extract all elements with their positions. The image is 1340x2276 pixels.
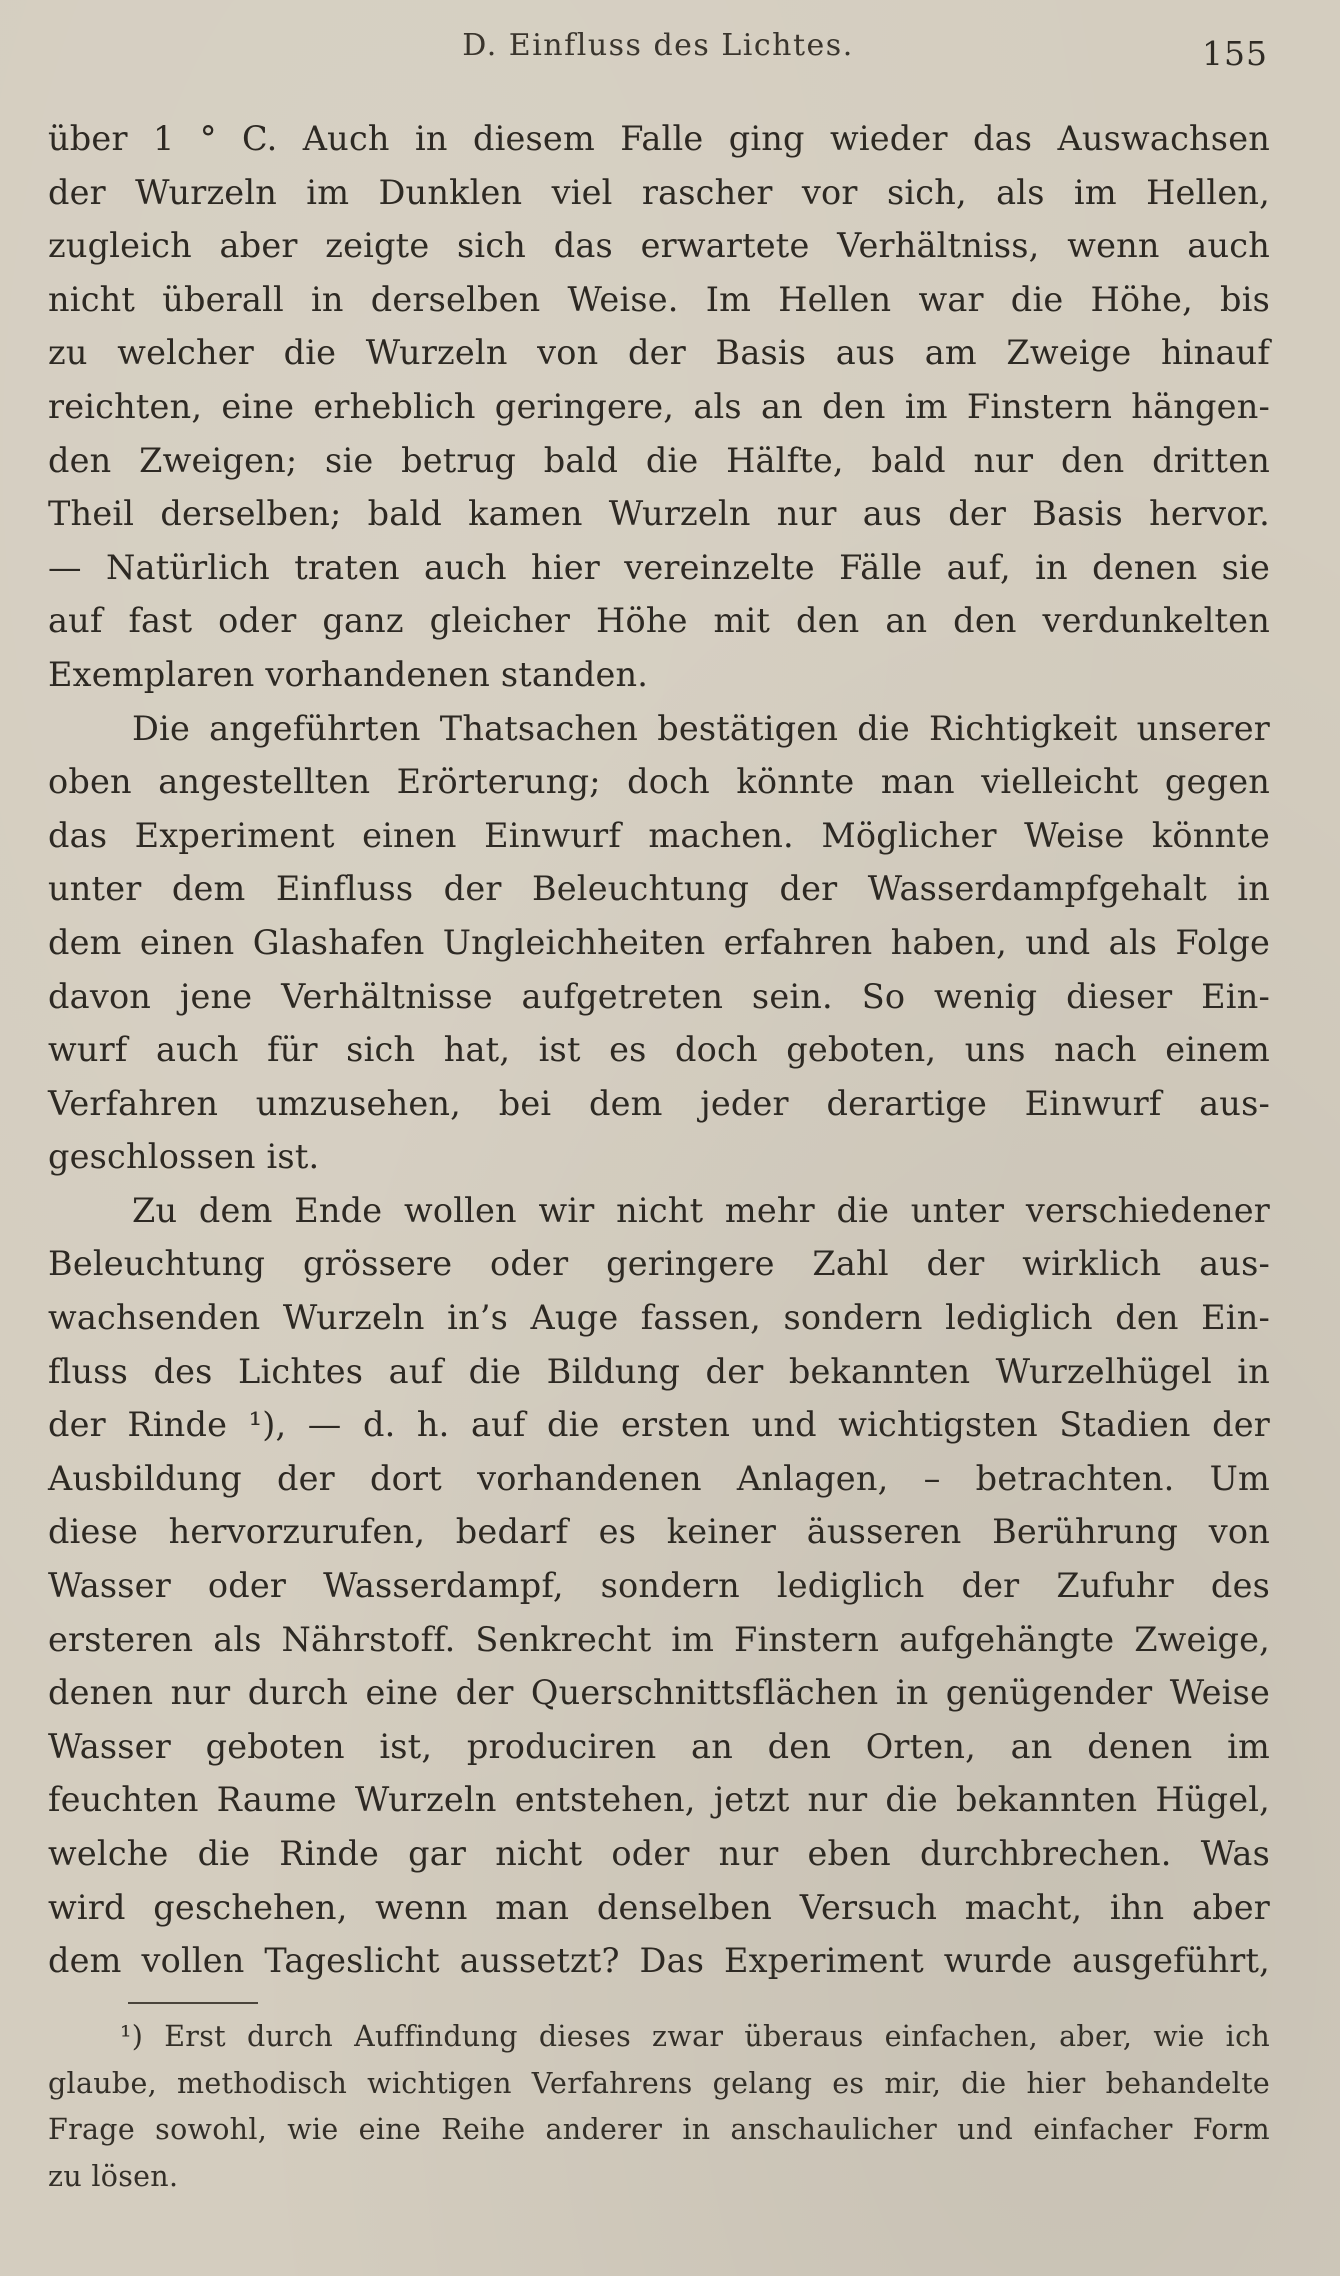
footnote	[48, 2014, 1270, 2200]
text-line: Beleuchtung grössere oder geringere Zahl der wirklich aus-	[48, 1244, 1270, 1284]
text-line: — Natürlich traten auch hier vereinzelte Fälle auf, in denen sie	[48, 547, 1270, 587]
text-line: ersteren als Nährstoff. Senkrecht im Finstern aufgehängte Zweige,	[48, 1619, 1270, 1659]
paragraph-start-line: Die angeführten Thatsachen bestätigen die Richtigkeit unserer	[132, 708, 1270, 748]
text-line: den Zweigen; sie betrug bald die Hälfte, bald nur den dritten	[48, 440, 1270, 480]
text-line: davon jene Verhältnisse aufgetreten sein. So wenig dieser Ein-	[48, 976, 1270, 1016]
text-line: wachsenden Wurzeln in’s Auge fassen, sondern lediglich den Ein-	[48, 1298, 1270, 1338]
text-line: der Rinde ¹), — d. h. auf die ersten und wichtigsten Stadien der	[48, 1405, 1270, 1445]
text-line: der Wurzeln im Dunklen viel rascher vor sich, als im Hellen,	[48, 172, 1270, 212]
text-line: dem vollen Tageslicht aussetzt? Das Experiment wurde ausgeführt,	[48, 1941, 1270, 1981]
running-header	[48, 24, 1268, 80]
text-line: Theil derselben; bald kamen Wurzeln nur aus der Basis hervor.	[48, 494, 1270, 534]
text-line: zu welcher die Wurzeln von der Basis aus am Zweige hinauf	[48, 333, 1270, 373]
text-line: das Experiment einen Einwurf machen. Möglicher Weise könnte	[48, 815, 1270, 855]
text-line: unter dem Einfluss der Beleuchtung der Wasserdampfgehalt in	[48, 869, 1270, 909]
text-line: feuchten Raume Wurzeln entstehen, jetzt nur die bekannten Hügel,	[48, 1780, 1270, 1820]
text-line: fluss des Lichtes auf die Bildung der bekannten Wurzelhügel in	[48, 1351, 1270, 1391]
footnote-line: glaube, methodisch wichtigen Verfahrens gelang es mir, die hier behandelte	[48, 2066, 1270, 2100]
text-line: Wasser oder Wasserdampf, sondern lediglich der Zufuhr des	[48, 1566, 1270, 1606]
footnote-line: ¹) Erst durch Auffindung dieses zwar überaus einfachen, aber, wie ich	[120, 2020, 1270, 2053]
main-text	[48, 112, 1270, 1988]
text-line: oben angestellten Erörterung; doch könnte man vielleicht gegen	[48, 762, 1270, 802]
text-line: auf fast oder ganz gleicher Höhe mit den an den verdunkelten	[48, 601, 1270, 641]
text-line: nicht überall in derselben Weise. Im Hellen war die Höhe, bis	[48, 279, 1270, 319]
text-line: welche die Rinde gar nicht oder nur eben durchbrechen. Was	[48, 1834, 1270, 1873]
text-line: reichten, eine erheblich geringere, als an den im Finstern hängen-	[48, 386, 1270, 426]
footnote-rule	[128, 2002, 258, 2004]
text-line: Wasser geboten ist, produciren an den Orten, an denen im	[48, 1726, 1270, 1766]
paragraph-end-line: Exemplaren vorhandenen standen.	[48, 654, 649, 694]
text-line: dem einen Glashafen Ungleichheiten erfahren haben, und als Folge	[48, 922, 1270, 962]
text-line: diese hervorzurufen, bedarf es keiner äusseren Berührung von	[48, 1512, 1270, 1552]
footnote-line: zu lösen.	[48, 2159, 179, 2193]
running-title: D. Einfluss des Lichtes.	[462, 28, 854, 63]
text-line: Verfahren umzusehen, bei dem jeder derartige Einwurf aus-	[48, 1083, 1270, 1123]
text-line: wurf auch für sich hat, ist es doch geboten, uns nach einem	[48, 1030, 1270, 1070]
paragraph-end-line: geschlossen ist.	[48, 1137, 320, 1177]
paragraph-start-line: Zu dem Ende wollen wir nicht mehr die unter verschiedener	[132, 1190, 1270, 1230]
text-line: denen nur durch eine der Querschnittsflächen in genügender Weise	[48, 1673, 1270, 1713]
page-number: 155	[1202, 34, 1268, 73]
footnote-line: Frage sowohl, wie eine Reihe anderer in anschaulicher und einfacher Form	[48, 2113, 1270, 2147]
text-line: wird geschehen, wenn man denselben Versuch macht, ihn aber	[48, 1887, 1270, 1927]
text-line: über 1 ° C. Auch in diesem Falle ging wieder das Auswachsen	[48, 119, 1270, 158]
text-line: Ausbildung der dort vorhandenen Anlagen, – betrachten. Um	[48, 1458, 1270, 1498]
text-line: zugleich aber zeigte sich das erwartete Verhältniss, wenn auch	[48, 226, 1270, 266]
